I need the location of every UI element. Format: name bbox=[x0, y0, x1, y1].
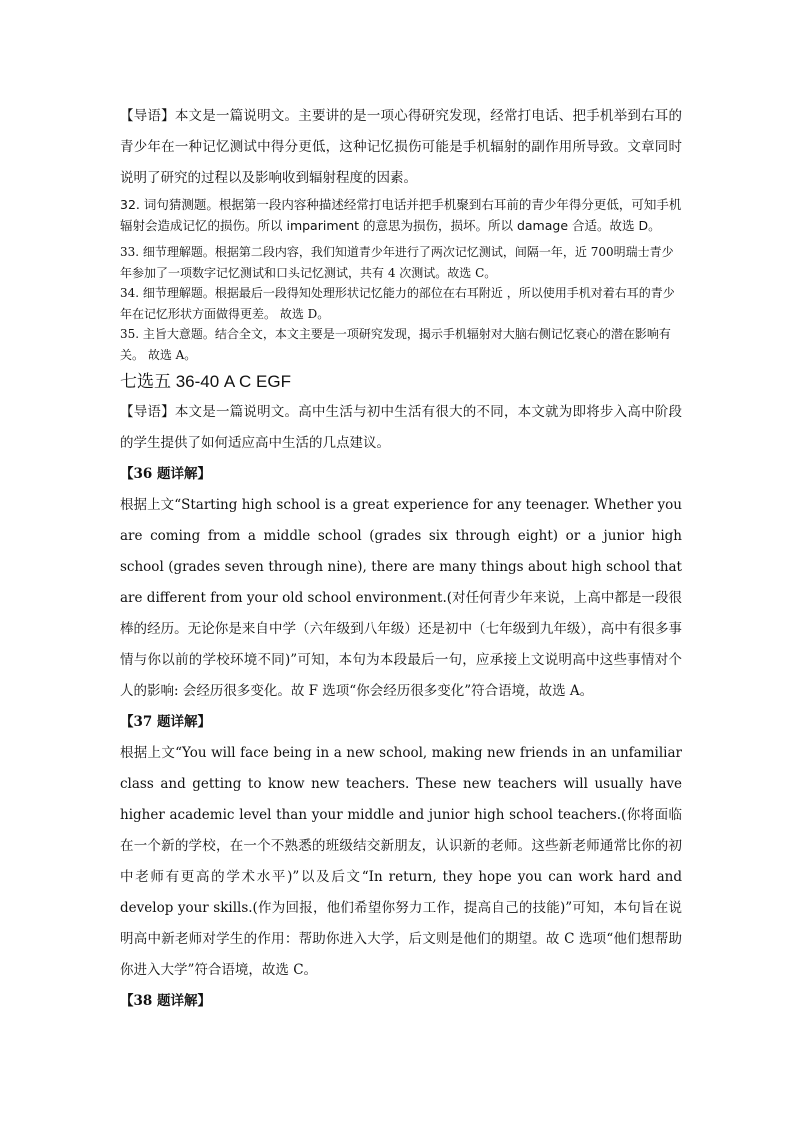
answer-34: 34. 细节理解题。根据最后一段得知处理形状记忆能力的部位在右耳附近 ，所以使用手机对着右耳的青少年在记忆形状方面做得更差。 故选 D。 bbox=[120, 286, 675, 321]
intro-paragraph-1: 【导语】本文是一篇说明文。主要讲的是一项心得研究发现，经常打电话、把手机举到右耳的青少年在一种记忆测试中得分更低，这种记忆损伤可能是手机辐射的副作用所导致。文章同时说明了研究的过程以及影响收到辐射程度的因素。 bbox=[120, 108, 682, 186]
answer-35: 35. 主旨大意题。结合全文，本文主要是一项研究发现，揭示手机辐射对大脑右侧记忆衰心的潜在影响有关。 故选 A。 bbox=[120, 327, 671, 362]
section-heading: 七选五 36-40 A C EGF bbox=[120, 372, 291, 391]
heading-37: 【37 题详解】 bbox=[120, 714, 211, 730]
heading-38: 【38 题详解】 bbox=[120, 993, 211, 1009]
document-body bbox=[120, 101, 682, 1017]
detail-37: 根据上文“You will face being in a new school, making new friends in an unfamiliar class and getting to know new teachers. These new teachers will usually have higher academic level than your middle and junior high school teachers.(你将面临在一个新的学校，在一个不熟悉的班级结交新朋友，认识新的老师。这些新老师通常比你的初中老师有更高的学术水平)”以及后文“In return, they hope you can work hard and develop your skills.(作为回报，他们希望你努力工作，提高自己的技能)”可知，本句旨在说明高中新老师对学生的作用：帮助你进入大学，后文则是他们的期望。故 C 选项“他们想帮助你进入大学”符合语境，故选 C。 bbox=[120, 745, 682, 978]
answer-33: 33. 细节理解题。根据第二段内容，我们知道青少年进行了两次记忆测试，间隔一年，近 700明瑞士青少年参加了一项数字记忆测试和口头记忆测试，共有 4 次测试。故选 C。 bbox=[120, 245, 674, 280]
intro-paragraph-2: 【导语】本文是一篇说明文。高中生活与初中生活有很大的不同，本文就为即将步入高中阶段的学生提供了如何适应高中生活的几点建议。 bbox=[120, 404, 682, 451]
answer-32: 32. 词句猜测题。根据第一段内容种描述经常打电话并把手机聚到右耳前的青少年得分更低，可知手机辐射会造成记忆的损伤。所以 impariment 的意思为损伤，损坏。所以 damage 合适。故选 D。 bbox=[120, 197, 682, 233]
heading-36: 【36 题详解】 bbox=[120, 466, 211, 482]
detail-36: 根据上文“Starting high school is a great experience for any teenager. Whether you are coming from a middle school (grades six through eight) or a junior high school (grades seven through nine), there are many things about high school that are different from your old school environment.(对任何青少年来说，上高中都是一段很棒的经历。无论你是来自中学（六年级到八年级）还是初中（七年级到九年级），高中有很多事情与你以前的学校环境不同)”可知，本句为本段最后一句，应承接上文说明高中这些事情对个人的影响: 会经历很多变化。故 F 选项“你会经历很多变化”符合语境，故选 A。 bbox=[120, 497, 682, 699]
